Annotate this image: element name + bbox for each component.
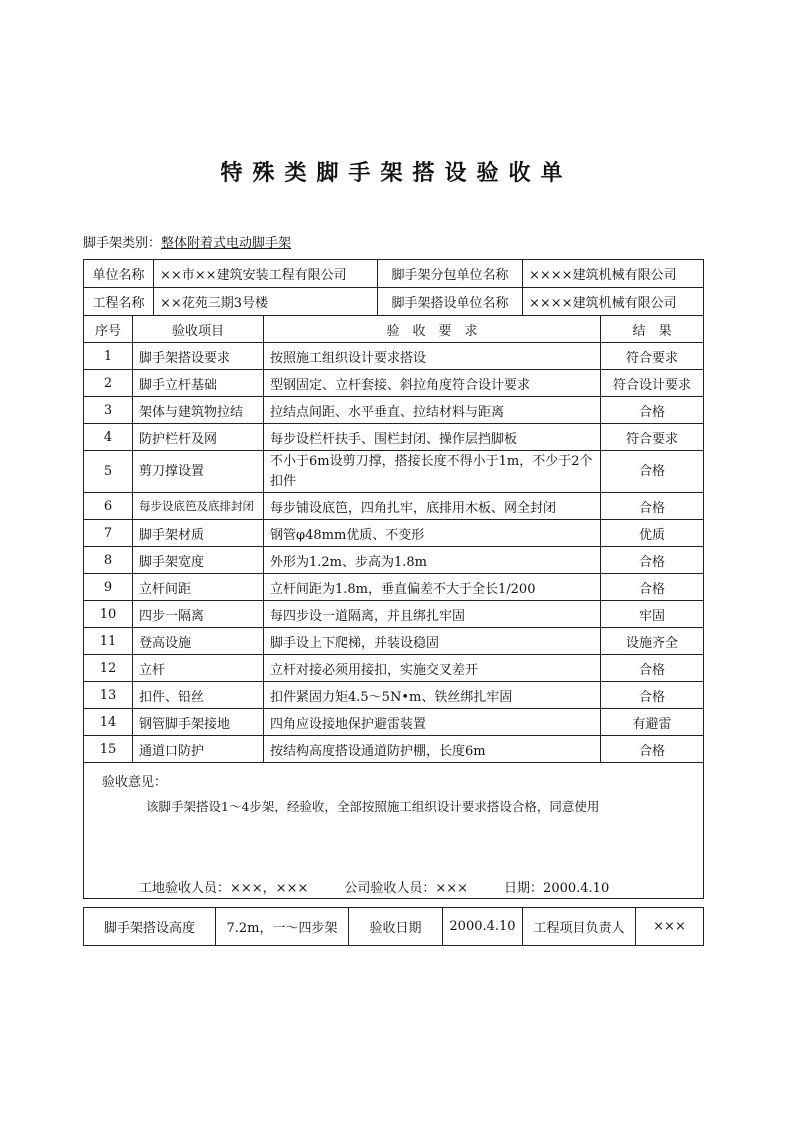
table-row [84,601,704,628]
sub-label: 脚手架分包单位名称 [378,260,523,288]
date-label: 验收日期 [349,908,443,946]
row-requirement: 四角应设接地保护避雷装置 [264,709,601,736]
row-number: 10 [84,601,133,628]
manager-value: ××× [636,908,704,946]
table-row [84,370,704,397]
row-number: 11 [84,628,133,655]
inspection-table [83,315,704,899]
height-label: 脚手架搭设高度 [84,908,216,946]
header-result: 结 果 [601,316,704,343]
row-result: 符合要求 [601,343,704,370]
row-requirement: 每步铺设底笆，四角扎牢，底排用木板、网全封闭 [264,493,601,520]
row-result: 合格 [601,682,704,709]
row-item: 扣件、铅丝 [133,682,264,709]
category-label: 脚手架类别： [83,236,162,251]
erect-label: 脚手架搭设单位名称 [378,288,523,316]
table-row [84,343,704,370]
height-value: 7.2m，一～四步架 [216,908,349,946]
date-value: 2000.4.10 [443,908,523,946]
row-result: 合格 [601,655,704,682]
row-item: 脚手立杆基础 [133,370,264,397]
header-item: 验收项目 [133,316,264,343]
signatures [139,877,645,896]
row-result: 有避雷 [601,709,704,736]
row-number: 1 [84,343,133,370]
table-row [84,736,704,763]
row-requirement: 扣件紧固力矩4.5～5N•m、铁丝绑扎牢固 [264,682,601,709]
row-item: 登高设施 [133,628,264,655]
footer-table [83,907,704,946]
row-requirement: 立杆对接必须用接扣，实施交叉差开 [264,655,601,682]
table-row [84,424,704,451]
header-req: 验 收 要 求 [264,316,601,343]
row-number: 12 [84,655,133,682]
table-row [84,655,704,682]
row-number: 9 [84,574,133,601]
sub-value: ××××建筑机械有限公司 [523,260,704,288]
row-item: 防护栏杆及网 [133,424,264,451]
company-inspector: 公司验收人员：××× [344,881,469,896]
row-item: 脚手架搭设要求 [133,343,264,370]
row-number: 6 [84,493,133,520]
row-number: 4 [84,424,133,451]
table-row [84,397,704,424]
table-row [84,493,704,520]
info-row [84,288,704,316]
footer-row [84,908,704,946]
scaffold-category [83,232,297,251]
row-number: 2 [84,370,133,397]
row-result: 符合要求 [601,424,704,451]
table-header [84,316,704,343]
category-value: 整体附着式电动脚手架 [161,236,292,251]
row-requirement: 不小于6m设剪刀撑，搭接长度不得小于1m，不少于2个扣件 [264,451,601,493]
row-requirement: 钢管φ48mm优质、不变形 [264,520,601,547]
row-requirement: 脚手设上下爬梯，并装设稳固 [264,628,601,655]
row-requirement: 型钢固定、立杆套接、斜拉角度符合设计要求 [264,370,601,397]
row-result: 合格 [601,451,704,493]
opinion-label: 验收意见： [102,775,168,790]
opinion-body: 该脚手架搭设1～4步架，经验收，全部按照施工组织设计要求搭设合格，同意使用 [146,799,600,814]
manager-label: 工程项目负责人 [523,908,636,946]
erect-value: ××××建筑机械有限公司 [523,288,704,316]
row-number: 5 [84,451,133,493]
header-no: 序号 [84,316,133,343]
opinion-cell [84,763,704,899]
row-result: 优质 [601,520,704,547]
project-value: ××花苑三期3号楼 [154,288,378,316]
row-number: 15 [84,736,133,763]
table-row [84,628,704,655]
page-title: 特殊类脚手架搭设验收单 [220,161,573,186]
project-label: 工程名称 [84,288,154,316]
table-row [84,709,704,736]
site-inspectors: 工地验收人员：×××，××× [139,881,309,896]
row-number: 13 [84,682,133,709]
row-item: 钢管脚手架接地 [133,709,264,736]
table-row [84,547,704,574]
row-requirement: 拉结点间距、水平垂直、拉结材料与距离 [264,397,601,424]
row-item: 架体与建筑物拉结 [133,397,264,424]
row-item: 剪刀撑设置 [133,451,264,493]
unit-label: 单位名称 [84,260,154,288]
row-requirement: 立杆间距为1.8m，垂直偏差不大于全长1/200 [264,574,601,601]
table-row [84,682,704,709]
row-result: 设施齐全 [601,628,704,655]
opinion-date: 日期：2000.4.10 [504,881,610,896]
row-result: 牢固 [601,601,704,628]
unit-value: ××市××建筑安装工程有限公司 [154,260,378,288]
row-item: 立杆 [133,655,264,682]
row-item: 立杆间距 [133,574,264,601]
table-row [84,451,704,493]
row-number: 8 [84,547,133,574]
row-result: 合格 [601,574,704,601]
row-item: 通道口防护 [133,736,264,763]
row-number: 14 [84,709,133,736]
row-requirement: 按结构高度搭设通道防护棚，长度6m [264,736,601,763]
row-number: 3 [84,397,133,424]
row-item: 四步一隔离 [133,601,264,628]
row-item: 每步设底笆及底排封闭 [133,493,264,520]
row-item: 脚手架宽度 [133,547,264,574]
row-result: 合格 [601,736,704,763]
info-table [83,259,704,316]
row-result: 合格 [601,493,704,520]
row-number: 7 [84,520,133,547]
opinion-row [84,763,704,899]
row-item: 脚手架材质 [133,520,264,547]
row-requirement: 每四步设一道隔离，并且绑扎牢固 [264,601,601,628]
row-requirement: 外形为1.2m、步高为1.8m [264,547,601,574]
row-requirement: 每步设栏杆扶手、围栏封闭、操作层挡脚板 [264,424,601,451]
row-requirement: 按照施工组织设计要求搭设 [264,343,601,370]
row-result: 符合设计要求 [601,370,704,397]
info-row [84,260,704,288]
table-row [84,520,704,547]
table-row [84,574,704,601]
row-result: 合格 [601,397,704,424]
row-result: 合格 [601,547,704,574]
